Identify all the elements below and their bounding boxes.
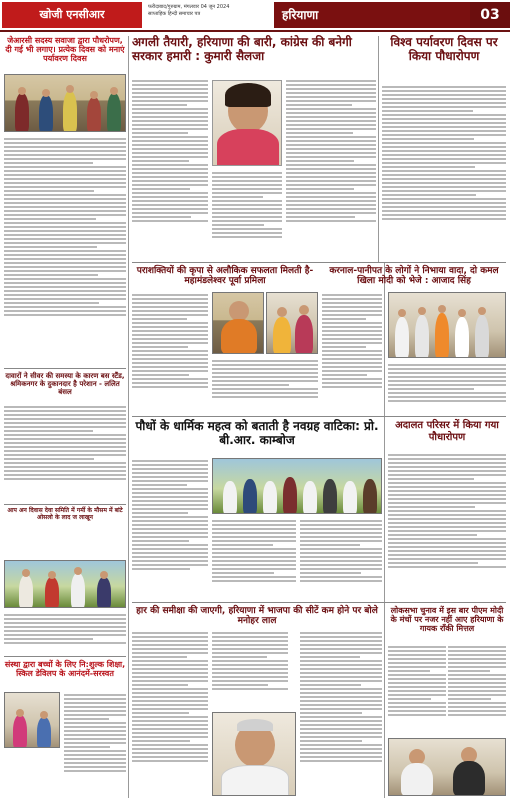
headline-court-plantation: अदालत परिसर में किया गया पौधारोपण (395, 420, 499, 443)
column-rule (378, 36, 379, 262)
story-body-selja-col3 (286, 78, 376, 258)
story-body-manohar-col2 (212, 630, 288, 708)
story-body-sewer (4, 404, 126, 500)
story-body-azad-singh-col2 (388, 362, 506, 412)
photo-mahamandaleshwar (212, 292, 264, 354)
photo-azad-singh-group (388, 292, 506, 358)
headline-sewer: दावारों ने सीवर की समस्या के कारण बस स्टैंड, श्रमिकनगर के दुकानदार है परेशान - ललित बंसल (5, 372, 125, 397)
story-body-navgrah-col1 (132, 458, 208, 598)
story-body-manohar-col3 (300, 630, 382, 796)
photo-rocky-mittal (388, 738, 506, 796)
story-divider (4, 368, 126, 369)
story-divider (4, 656, 126, 657)
story-body-rocky-col2 (448, 644, 506, 734)
photo-navgrah-vatika (212, 458, 382, 514)
headline-selja: अगली तैयारी, हरियाणा की बारी, कांग्रेस की बनेगी सरकार हमारी : कुमारी सैलजा (132, 35, 352, 63)
story-body-mahamandaleshwar-col1 (132, 292, 208, 412)
masthead: खोजी एनसीआर (2, 2, 142, 28)
story-body-navgrah-col2 (212, 518, 296, 598)
headline-azad-singh: करनाल-पानीपत के लोगों ने निभाया वादा, दो कमल खिला मोदी को भेजे : आजाद सिंह (329, 266, 499, 287)
headline-rocky-mittal: लोकसभा चुनाव में इस बार पीएम मोदी के मंचों पर नजर नहीं आए हरियाणा के गायक राँकी मित्तल (390, 606, 504, 634)
story-body-sanstha (64, 692, 126, 796)
section-title: हरियाणा (282, 8, 319, 22)
story-body-jrc (4, 136, 126, 364)
headline-environment-day: विश्व पर्यावरण दिवस पर किया पौधारोपण (390, 35, 498, 63)
story-body-mahamandaleshwar-col2 (212, 358, 318, 412)
headline-manohar-lal: हार की समीक्षा की जाएगी, हरियाणा में भाजपा की सीटें कम होने पर बोले मनोहर लाल (136, 606, 378, 627)
edition-info (148, 4, 268, 18)
story-divider (132, 416, 506, 417)
photo-children-class (4, 692, 60, 748)
page-header (0, 0, 510, 32)
photo-plantation-group (4, 74, 126, 132)
page-number: 03 (470, 2, 510, 28)
headline-jrc: जेआरसी सदस्य सवाजा द्वारा पौधरोपण, दी गई भी लगाए। प्रत्येक दिवस को मनाएं पर्यावरण दिवस (5, 36, 125, 64)
column-rule (128, 36, 129, 798)
edition-type: साप्ताहिक हिन्दी समाचार पत्र (148, 11, 201, 17)
headline-navgrah-vatika: पौधों के धार्मिक महत्व को बताती है नवग्रह वाटिका: प्रो. बी.आर. काम्बोज (135, 419, 379, 447)
story-divider (132, 602, 506, 603)
photo-kumari-selja (212, 80, 282, 166)
story-body-selja-col1 (132, 78, 208, 258)
story-body-azad-singh (322, 292, 382, 412)
story-body-samiti (4, 612, 126, 652)
story-body-rocky-col1 (388, 644, 446, 734)
photo-devotees (266, 292, 318, 354)
section-band (274, 2, 510, 28)
story-body-manohar-col1 (132, 630, 208, 796)
photo-manohar-lal (212, 712, 296, 796)
edition-date: फरीदाबाद/गुरुग्राम, मंगलवार 04 जून 2024 (148, 4, 230, 10)
headline-sanstha: संस्था द्वारा बच्चों के लिए नि:शुल्क शिक्षा, स्किल डेविलप के आनंदमें-सरस्वत (4, 660, 126, 679)
column-rule (384, 262, 385, 798)
story-body-navgrah-col3 (300, 518, 382, 598)
story-body-environment-day (382, 84, 506, 258)
story-body-selja-col2 (212, 170, 282, 258)
photo-water-distribution (4, 560, 126, 608)
story-divider (4, 504, 126, 505)
story-divider (132, 262, 506, 263)
headline-mahamandaleshwar: पराशक्तियों की कृपा से अलौकिक सफलता मिलती है- महामंडलेश्वर पूर्वा प्रमिला (136, 266, 314, 287)
story-body-court-plantation (388, 452, 506, 598)
headline-samiti: आप अन दिवास देवा समिति में गर्मी के मौसम में बांटे ओसलो के लाद ज लाखून (7, 507, 123, 521)
